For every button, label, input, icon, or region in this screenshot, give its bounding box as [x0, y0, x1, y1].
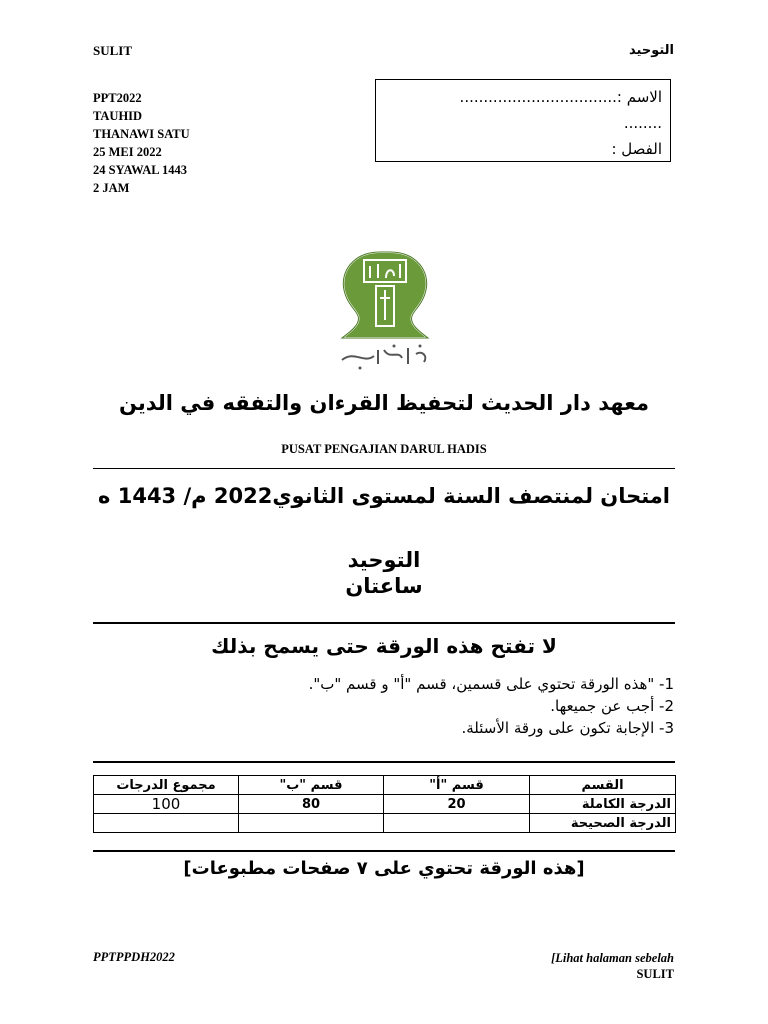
- footer-code: PPTPPDH2022: [93, 950, 175, 964]
- table-row: [94, 814, 676, 833]
- instruction-item: 2- أجب عن جميعها.: [550, 697, 674, 715]
- exam-duration: ساعتان: [345, 574, 423, 598]
- table-header-cell: القسم: [530, 776, 676, 795]
- class-field-line: الفصل :: [611, 140, 662, 158]
- table-header-row: [94, 776, 676, 795]
- darul-hadis-emblem-icon: [320, 246, 450, 376]
- footer-sulit: SULIT: [636, 967, 674, 981]
- table-header-cell: قسم "ب": [239, 776, 384, 795]
- meta-date: 25 MEI 2022: [93, 145, 162, 159]
- pages-note: [هذه الورقة تحتوي على ٧ صفحات مطبوعات]: [183, 858, 585, 879]
- subject-name: التوحيد: [347, 548, 421, 572]
- marks-table: [93, 775, 676, 833]
- institution-title: معهد دار الحديث لتحفيظ القرءان والتفقه في الدين: [118, 391, 650, 415]
- name-field-line: الاسم :.................................: [459, 88, 662, 106]
- divider: [93, 850, 675, 852]
- warning-text: لا تفتح هذه الورقة حتى يسمح بذلك: [211, 634, 557, 658]
- meta-subject: TAUHID: [93, 109, 143, 123]
- footer-next-page-text: [Lihat halaman sebelah: [551, 951, 674, 965]
- exam-meta: [93, 89, 190, 197]
- divider: [93, 761, 675, 763]
- full-marks-label: الدرجة الكاملة: [530, 795, 676, 814]
- instruction-item: 3- الإجابة تكون على ورقة الأسئلة.: [461, 719, 674, 737]
- exam-subject: [93, 547, 675, 599]
- section-b-full-marks: 80: [239, 795, 384, 814]
- name-box[interactable]: [375, 79, 671, 162]
- divider: [93, 622, 675, 624]
- meta-hijri-date: 24 SYAWAL 1443: [93, 163, 188, 177]
- correct-marks-label: الدرجة الصحيحة: [530, 814, 676, 833]
- exam-title: امتحان لمنتصف السنة لمستوى الثانوي2022 م/ 1443 ه: [98, 484, 670, 508]
- table-header-cell: قسم "أ": [384, 776, 530, 795]
- instructions-list: [309, 673, 674, 739]
- meta-duration: 2 JAM: [93, 181, 130, 195]
- table-header-cell: مجموع الدرجات: [94, 776, 239, 795]
- section-b-score-cell[interactable]: [239, 814, 384, 833]
- meta-level: THANAWI SATU: [93, 127, 190, 141]
- instruction-item: 1- "هذه الورقة تحتوي على قسمين، قسم "أ" و قسم "ب".: [308, 675, 674, 693]
- section-a-full-marks: 20: [384, 795, 530, 814]
- name-field-continuation: ........: [623, 114, 662, 132]
- header-subject: التوحيد: [629, 43, 674, 58]
- divider: [93, 468, 675, 469]
- meta-code: PPT2022: [93, 91, 142, 105]
- footer-next-page: [551, 950, 674, 982]
- section-a-score-cell[interactable]: [384, 814, 530, 833]
- total-score-cell[interactable]: [94, 814, 239, 833]
- table-row: [94, 795, 676, 814]
- total-full-marks: 100: [94, 795, 239, 814]
- header-sulit: SULIT: [93, 43, 133, 58]
- institution-subtitle: PUSAT PENGAJIAN DARUL HADIS: [281, 442, 487, 456]
